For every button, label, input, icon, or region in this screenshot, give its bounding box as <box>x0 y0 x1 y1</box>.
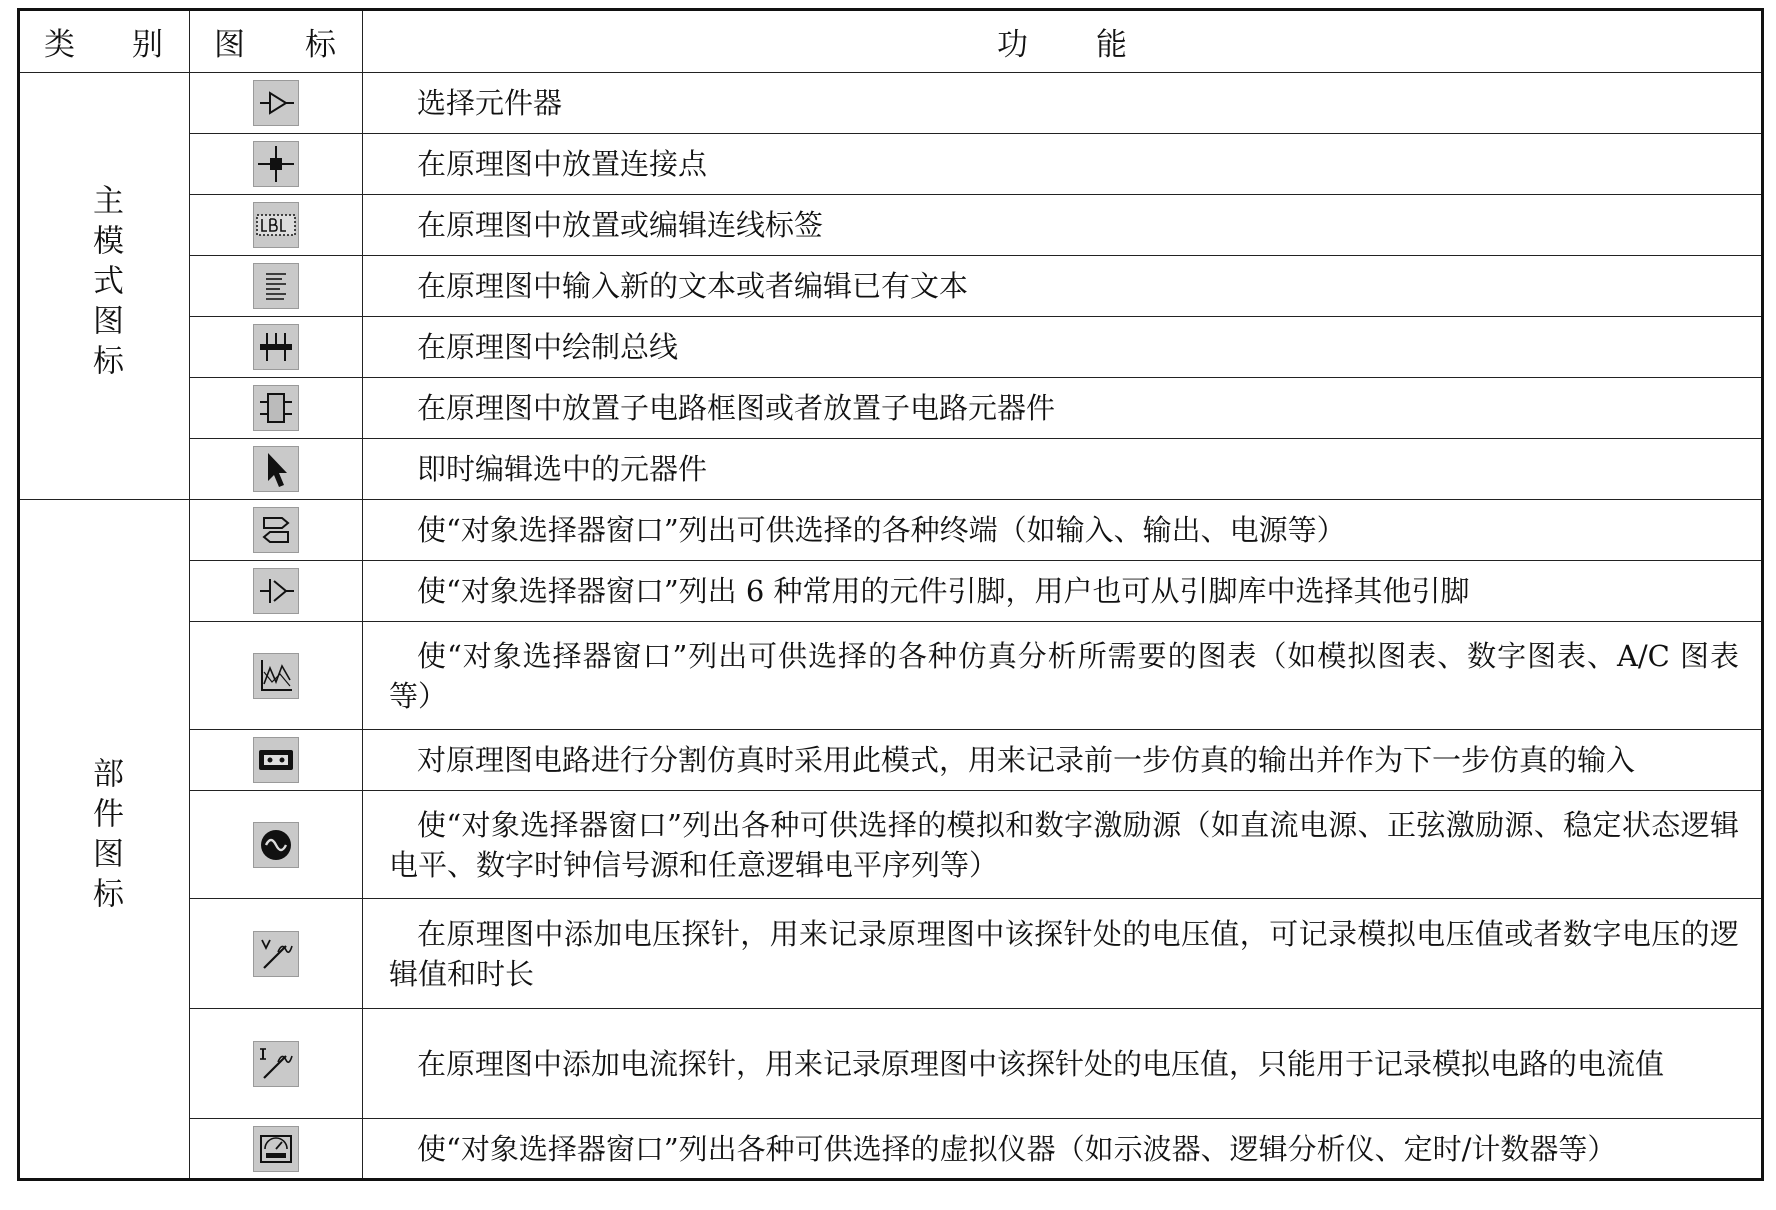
table-row <box>19 317 1763 378</box>
table-row <box>19 134 1763 195</box>
icon-cell <box>190 378 363 439</box>
row-text: 在原理图中输入新的文本或者编辑已有文本 <box>417 269 969 303</box>
function-text <box>363 1009 1763 1119</box>
header-icon-char-2: 标 <box>305 27 336 63</box>
row-text: 使“对象选择器窗口”列出可供选择的各种终端（如输入、输出、电源等） <box>417 513 1346 547</box>
icon-cell <box>190 1009 363 1119</box>
table-row <box>19 73 1763 134</box>
header-icon <box>190 10 363 73</box>
icon-cell <box>190 195 363 256</box>
row-text: 对原理图电路进行分割仿真时采用此模式，用来记录前一步仿真的输出并作为下一步仿真的输入 <box>417 743 1636 777</box>
junction-dot-icon[interactable] <box>253 141 299 187</box>
row-text: 使“对象选择器窗口”列出各种可供选择的模拟和数字激励源（如直流电源、正弦激励源、稳定状态逻辑电平、数字时钟信号源和任意逻辑电平序列等） <box>389 807 1739 882</box>
category-parts <box>19 500 190 1180</box>
function-text <box>363 378 1763 439</box>
function-text <box>363 899 1763 1009</box>
category-label: 主模式图标 <box>87 184 123 384</box>
icon-cell <box>190 73 363 134</box>
row-text: 在原理图中放置子电路框图或者放置子电路元器件 <box>417 391 1056 425</box>
category-main-mode <box>19 73 190 500</box>
icon-cell <box>190 317 363 378</box>
icon-cell <box>190 899 363 1009</box>
row-text: 选择元件器 <box>417 86 563 120</box>
icon-cell <box>190 256 363 317</box>
icon-cell <box>190 134 363 195</box>
icon-cell <box>190 561 363 622</box>
component-mode-icon[interactable] <box>253 80 299 126</box>
row-text: 即时编辑选中的元器件 <box>417 452 708 486</box>
function-text <box>363 622 1763 730</box>
function-text <box>363 134 1763 195</box>
row-text: 使“对象选择器窗口”列出可供选择的各种仿真分析所需要的图表（如模拟图表、数字图表、A/C 图表等） <box>389 638 1739 713</box>
row-text: 在原理图中添加电流探针，用来记录原理图中该探针处的电压值，只能用于记录模拟电路的电流值 <box>417 1046 1665 1081</box>
function-text <box>363 256 1763 317</box>
table-header-row <box>19 10 1763 73</box>
table-row <box>19 378 1763 439</box>
function-text <box>363 1119 1763 1180</box>
row-text: 使“对象选择器窗口”列出各种可供选择的虚拟仪器（如示波器、逻辑分析仪、定时/计数器等） <box>417 1131 1617 1166</box>
header-function <box>363 10 1763 73</box>
table-row <box>19 899 1763 1009</box>
tape-recorder-icon[interactable] <box>253 737 299 783</box>
row-text: 使“对象选择器窗口”列出 6 种常用的元件引脚，用户也可从引脚库中选择其他引脚 <box>417 574 1470 608</box>
function-text <box>363 73 1763 134</box>
function-text <box>363 791 1763 899</box>
icon-cell <box>190 791 363 899</box>
table-row <box>19 1009 1763 1119</box>
header-category-char-2: 别 <box>132 27 163 63</box>
table-row <box>19 791 1763 899</box>
table-row <box>19 195 1763 256</box>
table-row <box>19 256 1763 317</box>
function-text <box>363 730 1763 791</box>
function-text <box>363 561 1763 622</box>
function-text <box>363 195 1763 256</box>
header-function-char-2: 能 <box>1096 27 1127 63</box>
table-row <box>19 439 1763 500</box>
table-row <box>19 1119 1763 1180</box>
selection-arrow-icon[interactable] <box>253 446 299 492</box>
function-text <box>363 439 1763 500</box>
header-category-char-1: 类 <box>44 27 75 63</box>
function-text <box>363 317 1763 378</box>
header-function-char-1: 功 <box>997 27 1028 63</box>
terminal-icon[interactable] <box>253 507 299 553</box>
header-category <box>19 10 190 73</box>
voltage-probe-icon[interactable] <box>253 931 299 977</box>
table-row <box>19 622 1763 730</box>
icon-cell <box>190 730 363 791</box>
icon-function-table <box>17 8 1764 1181</box>
icon-cell <box>190 500 363 561</box>
icon-cell <box>190 622 363 730</box>
current-probe-icon[interactable] <box>253 1041 299 1087</box>
generator-icon[interactable] <box>253 822 299 868</box>
graph-icon[interactable] <box>253 653 299 699</box>
table-row <box>19 500 1763 561</box>
row-text: 在原理图中绘制总线 <box>417 330 679 364</box>
function-text <box>363 500 1763 561</box>
wire-label-icon[interactable] <box>253 202 299 248</box>
device-pin-icon[interactable] <box>253 568 299 614</box>
bus-icon[interactable] <box>253 324 299 370</box>
icon-cell <box>190 1119 363 1180</box>
row-text: 在原理图中添加电压探针，用来记录原理图中该探针处的电压值，可记录模拟电压值或者数字电压的逻辑值和时长 <box>389 916 1739 991</box>
row-text: 在原理图中放置或编辑连线标签 <box>417 208 824 242</box>
icon-cell <box>190 439 363 500</box>
row-text: 在原理图中放置连接点 <box>417 147 708 181</box>
header-icon-char-1: 图 <box>214 27 245 63</box>
table-row <box>19 561 1763 622</box>
subcircuit-icon[interactable] <box>253 385 299 431</box>
virtual-instrument-icon[interactable] <box>253 1126 299 1172</box>
category-label: 部件图标 <box>87 757 123 917</box>
table-row <box>19 730 1763 791</box>
text-script-icon[interactable] <box>253 263 299 309</box>
